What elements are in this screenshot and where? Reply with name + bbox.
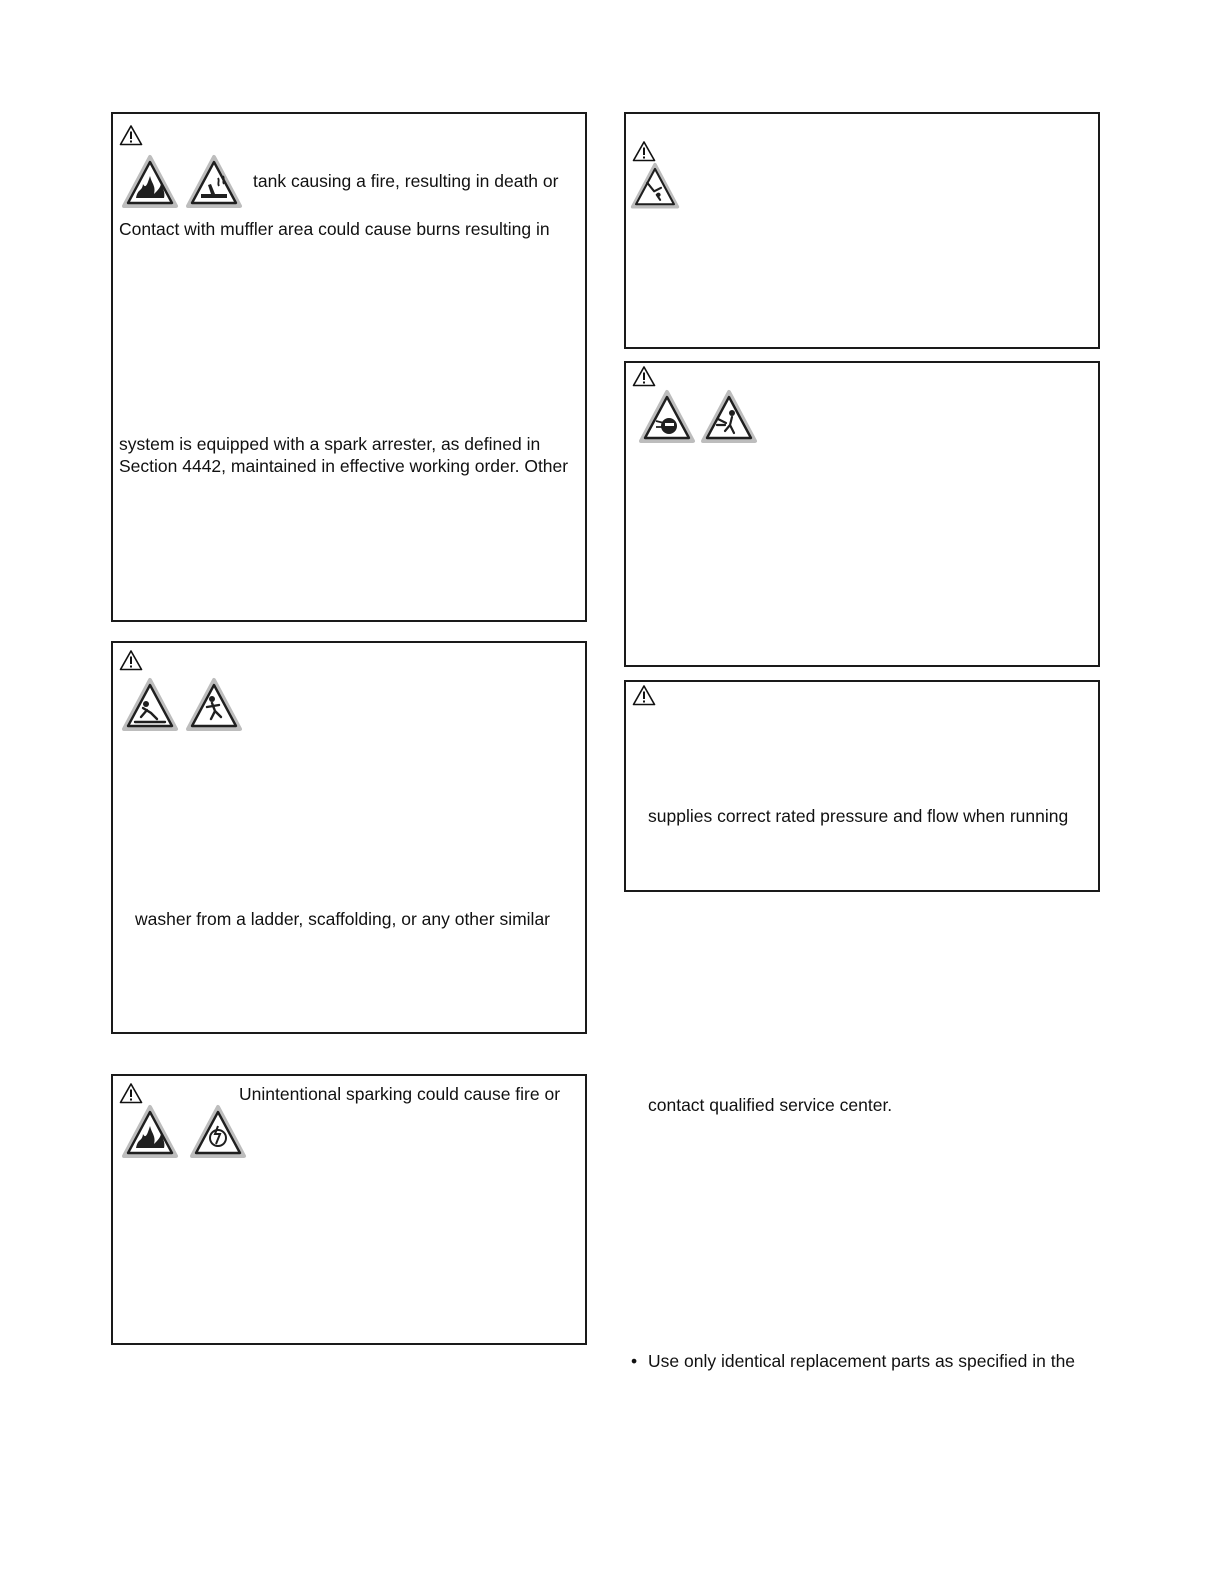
warning-triangle-icon — [119, 1082, 143, 1104]
service-center-text: contact qualified service center. — [648, 1095, 893, 1115]
fire-hazard-warning-box — [111, 112, 587, 622]
fall-box-text-line-1: washer from a ladder, scaffolding, or any other similar — [135, 909, 551, 929]
injection-hazard-warning-box — [624, 112, 1100, 349]
spark-hazard-warning-box — [111, 1074, 587, 1345]
fall-hazard-icon — [185, 677, 243, 735]
protection-warning-box — [624, 361, 1100, 667]
spark-hazard-icon — [189, 1104, 247, 1162]
pressure-warning-box — [624, 680, 1100, 892]
replacement-parts-bullet-text: Use only identical replacement parts as specified in the — [648, 1351, 1076, 1371]
bullet-marker: • — [631, 1351, 638, 1371]
warning-triangle-icon — [632, 684, 656, 706]
eye-protection-icon — [638, 389, 696, 447]
fire-box-text-line-4: Section 4442, maintained in effective working order. Other — [119, 456, 569, 476]
fire-box-text-line-3: system is equipped with a spark arrester, as defined in — [119, 434, 541, 454]
fire-box-text-line-1: tank causing a fire, resulting in death or — [253, 171, 559, 191]
warning-triangle-icon — [632, 140, 656, 162]
fire-box-text-line-2: Contact with muffler area could cause burns resulting in — [119, 219, 550, 239]
spark-box-text-line-1: Unintentional sparking could cause fire or — [239, 1084, 561, 1104]
fire-hazard-icon — [121, 154, 179, 212]
warning-triangle-icon — [119, 649, 143, 671]
fire-hazard-icon — [121, 1104, 179, 1162]
injection-hazard-icon — [630, 162, 680, 212]
hot-surface-icon — [185, 154, 243, 212]
warning-triangle-icon — [632, 365, 656, 387]
slip-hazard-icon — [121, 677, 179, 735]
warning-triangle-icon — [119, 124, 143, 146]
spray-hazard-icon — [700, 389, 758, 447]
pressure-box-text-line-1: supplies correct rated pressure and flow when running — [648, 806, 1069, 826]
fall-hazard-warning-box — [111, 641, 587, 1034]
